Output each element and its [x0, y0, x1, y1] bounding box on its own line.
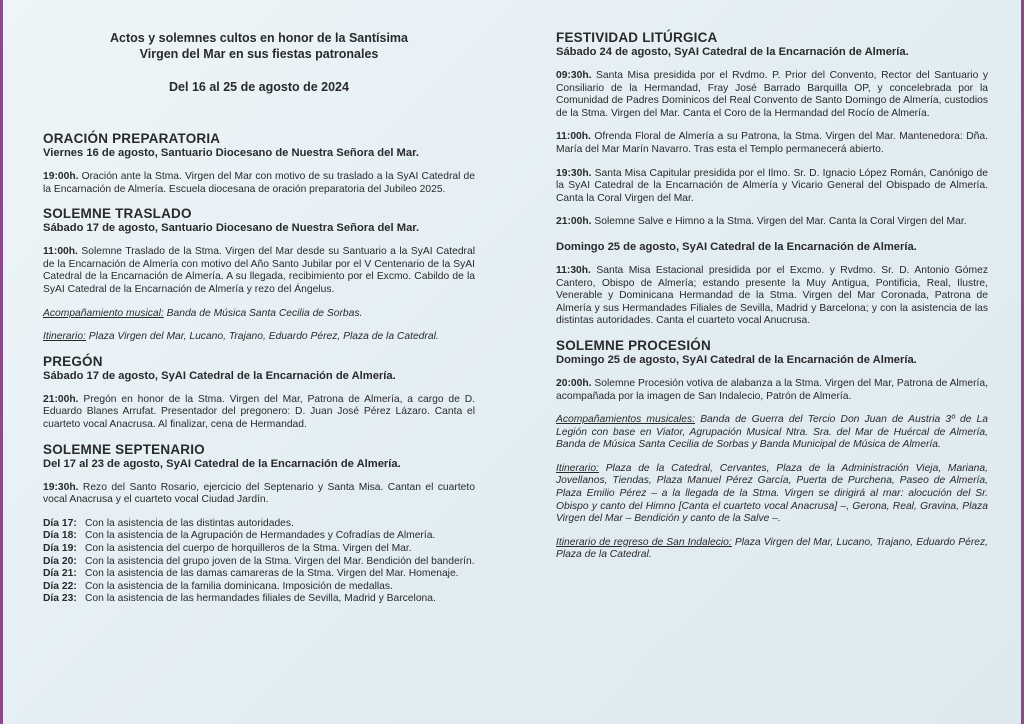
title-line-2: Virgen del Mar en sus fiestas patronales [139, 47, 379, 61]
note-label: Itinerario de regreso de San Indalecio: [556, 536, 732, 548]
schedule-item [556, 131, 988, 156]
right-column [556, 31, 988, 573]
day-label: Día 22: [43, 580, 77, 592]
section-title: SOLEMNE SEPTENARIO [43, 441, 205, 457]
title-line-1: Actos y solemnes cultos en honor de la Santísima [110, 31, 408, 45]
section-subtitle: Viernes 16 de agosto, Santuario Diocesano de Nuestra Señora del Mar. [43, 147, 419, 159]
item-time: 19:00h. [43, 171, 79, 182]
item-time: 19:30h. [43, 481, 79, 493]
schedule-item [43, 246, 475, 296]
item-text: Santa Misa presidida por el Rvdmo. P. Prior del Convento, Rector del Santuario y Consiliario de la Hermandad, Fray José Barrado Barquilla OP, y concelebrada por la Comunidad de Padres Dominicos del Real Convento de Santo Domingo de Almería, custodios de la Stma. Virgen del Mar. Canta el Coro de la Hermandad del Rocío de Almería. [556, 70, 988, 119]
day-label: Día 18: [43, 530, 77, 542]
day-row [43, 518, 475, 531]
section-oracion [43, 132, 475, 196]
item-text: Oración ante la Stma. Virgen del Mar con motivo de su traslado a la SyAI Catedral de la Encarnación de Almería. Escuela diocesana de oración preparatoria del Jubileo 2025. [43, 171, 475, 195]
item-time: 09:30h. [556, 70, 592, 81]
day-label: Día 19: [43, 542, 77, 554]
note-label: Acompañamientos musicales: [556, 414, 696, 426]
day-row [43, 568, 475, 581]
section-subtitle: Sábado 17 de agosto, Santuario Diocesano de Nuestra Señora del Mar. [43, 222, 420, 235]
item-time: 20:00h. [556, 377, 592, 389]
note-text: Plaza Virgen del Mar, Lucano, Trajano, Eduardo Pérez, Plaza de la Catedral. [85, 331, 439, 343]
day-row [43, 530, 475, 543]
day-label: Día 21: [43, 568, 77, 580]
note-item [556, 463, 988, 526]
schedule-item [556, 216, 988, 229]
section-title: PREGÓN [43, 353, 103, 369]
schedule-item [43, 482, 475, 507]
item-text: Solemne Procesión votiva de alabanza a la Stma. Virgen del Mar, Patrona de Almería, acompañada por la imagen de San Indalecio, Patrón de Almería. [556, 377, 988, 402]
item-text: Santa Misa Estacional presidida por el Excmo. y Rvdmo. Sr. D. Antonio Gómez Cantero, Obispo de Almería; estando presente la Muy Antigua, Pontificia, Real, Ilustre, Venerable y Dominicana Hermandad de la Stma. Virgen del Mar Coronada, Patrona de Almería y sus Hermandades Filiales de Sevilla, Madrid y Barcelona; y con la asistencia de las distintas autoridades. Canta el cuarteto vocal Anucrusa. [556, 264, 988, 327]
item-time: 11:30h. [556, 264, 591, 276]
section-festividad [556, 31, 988, 229]
note-label: Itinerario: [556, 462, 599, 474]
day-label: Día 23: [43, 593, 77, 605]
note-label: Acompañamiento musical: [43, 307, 164, 319]
section-pregon [43, 355, 475, 432]
section-subtitle: Sábado 24 de agosto, SyAI Catedral de la Encarnación de Almería. [556, 46, 909, 58]
section-subtitle: Sábado 17 de agosto, SyAI Catedral de la Encarnación de Almería. [43, 369, 396, 382]
section-title: SOLEMNE TRASLADO [43, 206, 192, 222]
day-row [43, 556, 475, 569]
item-text: Solemne Traslado de la Stma. Virgen del Mar desde su Santuario a la SyAI Catedral de la Encarnación de Almería con motivo del Año Santo Jubilar por el V Centenario de la SyAI Catedral de la Encarnación de Almería. A su llegada, recibimiento por el Excmo. Cabildo de la SyAI Catedral de la Encarnación de Almería y rezo del Ángelus. [43, 246, 475, 295]
item-text: Santa Misa Capitular presidida por el Ilmo. Sr. D. Ignacio López Román, Canónigo de la SyAI Catedral de la Encarnación de Almería y Vicario General del Obispado de Almería. Canta la Coral Virgen del Mar. [556, 167, 988, 204]
item-time: 11:00h. [556, 131, 591, 143]
schedule-item [556, 378, 988, 403]
day-list [43, 518, 475, 606]
section-septenario [43, 443, 475, 606]
note-text: Banda de Guerra del Tercio Don Juan de Austria 3º de La Legión con base en Viator, Agrupación Musical Ntra. Sra. del Mar de Huércal de Almería, Banda de Música Santa Cecilia de Sorbas y Banda Municipal de Música de Almería. [556, 414, 989, 451]
note-text: Plaza de la Catedral, Cervantes, Plaza de la Administración Vieja, Mariana, Jovellanos, Tiendas, Plaza Manuel Pérez García, Puerta de Purchena, Paseo de Almería, Plaza Emilio Pérez – a la llegada de la Stma. Virgen se dirigirá al mar: alocución del Sr. Obispo y canto del Himno [Canta el cuarteto vocal Anacrusa] –, Gerona, Real, Gravina, Plaza Virgen del Mar – Bendición y canto de la Salve –. [556, 462, 988, 525]
day-label: Día 17: [43, 517, 77, 529]
note-item [43, 331, 475, 344]
day-row [43, 543, 475, 556]
day-text: Con la asistencia de las damas camareras de la Stma. Virgen del Mar. Homenaje. [85, 568, 459, 580]
day-row [43, 593, 475, 606]
day-text: Con la asistencia de la Agrupación de Hermandades y Cofradías de Almería. [85, 530, 436, 542]
section-procesion [556, 339, 988, 562]
item-text: Solemne Salve e Himno a la Stma. Virgen del Mar. Canta la Coral Virgen del Mar. [591, 216, 967, 228]
section-subtitle: Domingo 25 de agosto, SyAI Catedral de la Encarnación de Almería. [556, 353, 917, 366]
day-text: Con la asistencia del grupo joven de la Stma. Virgen del Mar. Bendición del banderín. [85, 555, 475, 567]
item-text: Rezo del Santo Rosario, ejercicio del Septenario y Santa Misa. Cantan el cuarteto vocal Anacrusa y el cuarteto vocal Ciudad Jardín. [43, 481, 475, 506]
note-item [556, 537, 988, 562]
note-text: Plaza Virgen del Mar, Lucano, Trajano, Eduardo Pérez, Plaza de la Catedral. [556, 536, 988, 561]
schedule-item [556, 265, 988, 328]
item-text: Pregón en honor de la Stma. Virgen del Mar, Patrona de Almería, a cargo de D. Eduardo Blanes Arrufat. Presentador del pregonero: D. Juan José Pérez Lázaro. Canta el cuarteto vocal Anacrusa. Al finalizar, cena de Hermandad. [43, 393, 475, 430]
left-column [43, 30, 475, 614]
section-title: FESTIVIDAD LITÚRGICA [556, 30, 718, 45]
section-traslado [43, 207, 475, 344]
schedule-item [43, 394, 475, 432]
item-text: Ofrenda Floral de Almería a su Patrona, la Stma. Virgen del Mar. Mantenedora: Dña. María del Mar Marín Navarro. Tras esta el Templo permanecerá abierto. [556, 131, 988, 155]
document-title [43, 30, 475, 62]
item-time: 21:00h. [556, 216, 592, 228]
item-time: 21:00h. [43, 393, 79, 405]
section-domingo [556, 240, 988, 328]
schedule-item [556, 168, 988, 206]
note-text: Banda de Música Santa Cecilia de Sorbas. [163, 307, 363, 319]
section-subtitle: Domingo 25 de agosto, SyAI Catedral de la Encarnación de Almería. [556, 240, 917, 253]
note-item [556, 414, 988, 452]
schedule-item [43, 171, 475, 196]
note-label: Itinerario: [43, 331, 86, 343]
section-title: SOLEMNE PROCESIÓN [556, 337, 711, 353]
section-subtitle: Del 17 al 23 de agosto, SyAI Catedral de la Encarnación de Almería. [43, 457, 401, 470]
day-text: Con la asistencia de las distintas autoridades. [85, 517, 294, 529]
item-time: 11:00h. [43, 246, 78, 258]
document-dates: Del 16 al 25 de agosto de 2024 [169, 80, 349, 94]
day-row [43, 581, 475, 594]
day-text: Con la asistencia del cuerpo de horquilleros de la Stma. Virgen del Mar. [85, 542, 412, 554]
day-text: Con la asistencia de las hermandades filiales de Sevilla, Madrid y Barcelona. [85, 593, 436, 605]
section-title: ORACIÓN PREPARATORIA [43, 131, 221, 146]
note-item [43, 308, 475, 321]
day-label: Día 20: [43, 555, 77, 567]
day-text: Con la asistencia de la familia dominicana. Imposición de medallas. [85, 580, 393, 592]
item-time: 19:30h. [556, 167, 592, 179]
schedule-item [556, 70, 988, 120]
